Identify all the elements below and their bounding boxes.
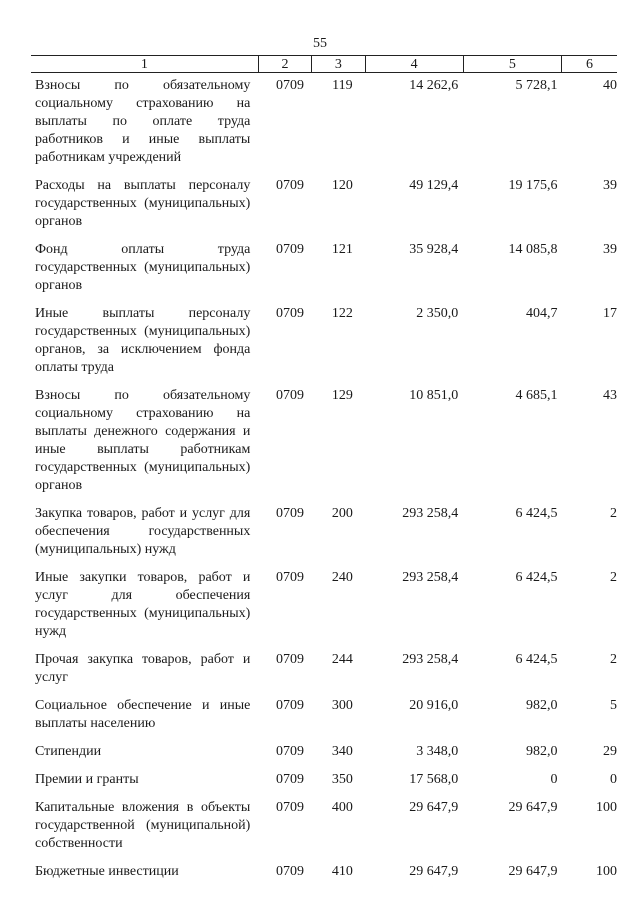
row-actual: 982,0 — [525, 744, 558, 759]
row-percent: 100 — [596, 864, 617, 879]
table-row — [31, 241, 617, 305]
row-section: 0709 — [276, 388, 305, 403]
row-percent: 2 — [610, 506, 617, 521]
row-name: Бюджетные инвестиции — [35, 864, 179, 879]
row-percent: 2 — [610, 570, 617, 585]
row-code: 340 — [331, 744, 353, 759]
page-number: 55 — [313, 36, 327, 51]
row-code: 120 — [331, 178, 353, 193]
row-name: Капитальные вложения в объекты государственной (муниципальной) собственности — [35, 800, 251, 851]
row-section: 0709 — [276, 570, 305, 585]
column-header-percent: 6 — [561, 56, 617, 73]
row-plan: 17 568,0 — [409, 772, 459, 787]
row-actual: 0 — [550, 772, 558, 787]
row-percent: 40 — [603, 78, 617, 93]
row-section: 0709 — [276, 78, 305, 93]
row-actual: 4 685,1 — [515, 388, 558, 403]
table-row — [31, 863, 617, 891]
row-plan: 20 916,0 — [409, 698, 459, 713]
row-name: Иные выплаты персоналу государственных (муниципальных) органов, за исключением фонда оплаты труда — [35, 306, 251, 375]
row-section: 0709 — [276, 306, 305, 321]
row-section: 0709 — [276, 178, 305, 193]
row-code: 121 — [331, 242, 353, 257]
row-name: Прочая закупка товаров, работ и услуг — [35, 652, 251, 685]
row-percent: 2 — [610, 652, 617, 667]
row-actual: 14 085,8 — [508, 242, 558, 257]
table-row — [31, 771, 617, 799]
table-row — [31, 387, 617, 505]
row-name: Социальное обеспечение и иные выплаты населению — [35, 698, 251, 731]
row-code: 122 — [331, 306, 353, 321]
row-actual: 404,7 — [525, 306, 558, 321]
table-row — [31, 177, 617, 241]
table-row — [31, 697, 617, 743]
row-name: Стипендии — [35, 744, 102, 759]
row-plan: 29 647,9 — [409, 800, 459, 815]
row-plan: 3 348,0 — [416, 744, 459, 759]
row-actual: 6 424,5 — [515, 652, 558, 667]
row-percent: 0 — [610, 772, 617, 787]
column-header-name: 1 — [31, 56, 258, 73]
row-plan: 2 350,0 — [416, 306, 459, 321]
table-body — [31, 73, 617, 892]
row-section: 0709 — [276, 652, 305, 667]
row-name: Взносы по обязательному социальному страхованию на выплаты денежного содержания и иные выплаты работникам государственных (муниципальных) органов — [35, 388, 251, 493]
table-row — [31, 569, 617, 651]
table-row — [31, 305, 617, 387]
row-code: 410 — [331, 864, 353, 879]
row-section: 0709 — [276, 506, 305, 521]
row-percent: 29 — [603, 744, 617, 759]
row-name: Премии и гранты — [35, 772, 139, 787]
row-name: Иные закупки товаров, работ и услуг для обеспечения государственных (муниципальных) нужд — [35, 570, 251, 639]
table-row — [31, 73, 617, 178]
row-percent: 43 — [603, 388, 617, 403]
row-name: Расходы на выплаты персоналу государственных (муниципальных) органов — [35, 178, 251, 229]
row-actual: 982,0 — [525, 698, 558, 713]
column-header-actual: 5 — [463, 56, 561, 73]
row-actual: 6 424,5 — [515, 570, 558, 585]
row-percent: 5 — [610, 698, 617, 713]
table-row — [31, 743, 617, 771]
row-percent: 39 — [603, 178, 617, 193]
budget-table — [31, 55, 617, 891]
row-code: 119 — [332, 78, 353, 93]
row-plan: 293 258,4 — [402, 570, 459, 585]
row-code: 300 — [331, 698, 353, 713]
row-name: Фонд оплаты труда государственных (муниципальных) органов — [35, 242, 251, 293]
row-code: 129 — [331, 388, 353, 403]
row-plan: 29 647,9 — [409, 864, 459, 879]
row-plan: 35 928,4 — [409, 242, 459, 257]
row-code: 200 — [331, 506, 353, 521]
row-percent: 100 — [596, 800, 617, 815]
row-name: Закупка товаров, работ и услуг для обеспечения государственных (муниципальных) нужд — [35, 506, 251, 557]
table-row — [31, 651, 617, 697]
row-section: 0709 — [276, 864, 305, 879]
row-section: 0709 — [276, 698, 305, 713]
row-section: 0709 — [276, 242, 305, 257]
column-header-code: 3 — [312, 56, 365, 73]
row-actual: 29 647,9 — [508, 864, 558, 879]
row-percent: 17 — [603, 306, 617, 321]
row-section: 0709 — [276, 800, 305, 815]
row-percent: 39 — [603, 242, 617, 257]
row-actual: 29 647,9 — [508, 800, 558, 815]
row-code: 400 — [331, 800, 353, 815]
row-plan: 293 258,4 — [402, 652, 459, 667]
table-header-row — [31, 56, 617, 73]
column-header-plan: 4 — [365, 56, 463, 73]
row-actual: 6 424,5 — [515, 506, 558, 521]
row-name: Взносы по обязательному социальному страхованию на выплаты по оплате труда работников и иные выплаты работникам учреждений — [35, 78, 251, 165]
row-plan: 10 851,0 — [409, 388, 459, 403]
row-section: 0709 — [276, 744, 305, 759]
row-actual: 5 728,1 — [515, 78, 558, 93]
row-section: 0709 — [276, 772, 305, 787]
row-actual: 19 175,6 — [508, 178, 558, 193]
row-plan: 14 262,6 — [409, 78, 459, 93]
table-row — [31, 505, 617, 569]
row-code: 240 — [331, 570, 353, 585]
table-row — [31, 799, 617, 863]
row-code: 350 — [331, 772, 353, 787]
column-header-section: 2 — [258, 56, 311, 73]
row-code: 244 — [331, 652, 353, 667]
row-plan: 293 258,4 — [402, 506, 459, 521]
row-plan: 49 129,4 — [409, 178, 459, 193]
